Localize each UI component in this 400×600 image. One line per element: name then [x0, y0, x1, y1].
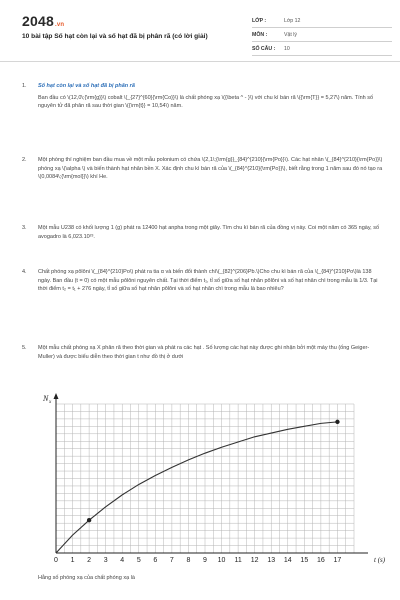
- meta-value: Lớp 12: [284, 17, 301, 24]
- question-body: [38, 156, 384, 182]
- meta-key: LỚP :: [252, 17, 267, 24]
- y-axis-label-subscript: x: [49, 400, 52, 405]
- x-axis-label: t (s): [374, 556, 386, 564]
- chart-question-note: Hằng số phóng xạ của chất phóng xạ là: [38, 575, 135, 581]
- question-text: Một mẫu U238 có khối lượng 1 (g) phát ra 12400 hạt anpha trong một giây. Tìm chu kì bán rã của đồng vị này. Coi một năm có 365 ngày, số avogadro là 6,023.10²³.: [38, 225, 380, 240]
- question-text: Chất phóng xạ pôlôni \(_{84}^{210}Po\) phát ra tia α và biến đổi thành chì\(_{82}^{206}Pb.\)Cho chu kì bán rã của \(_{84}^{210}Po\)là 138 ngày. Ban đầu (t = 0) có một mẫu pôlôni nguyên chất. Tại thời điểm t₁, tỉ số giữa số hạt nhân pôlôni và số hạt nhân chì trong mẫu là 1/3. Tại thời điểm t₂ = t₁ + 276 ngày, tỉ số giữa số hạt nhân pôlôni và số hạt nhân chì trong mẫu là bao nhiêu?: [38, 269, 378, 293]
- chart-svg: [38, 390, 388, 572]
- x-tick-label: 1: [70, 557, 75, 564]
- meta-row-subject: [252, 28, 392, 42]
- x-tick-label: 12: [250, 557, 259, 564]
- x-tick-label: 14: [283, 557, 292, 564]
- y-axis-label: N: [43, 394, 49, 403]
- chart-grid: [56, 404, 354, 553]
- question-text: Ban đầu có \(12,0\;{\rm{g}}\) cobalt \(_{27}^{60}{\rm{Co}}\) là chất phóng xạ \({\beta ^ - }\) với chu kì bán rã \({\rm{T}} = 5,27\) năm. Tính số nguyên tử đã phân rã sau thời gian \({\rm{t}} = 10,54\) năm.: [38, 94, 374, 110]
- meta-table: [252, 14, 392, 56]
- page-header: [0, 0, 400, 62]
- x-tick-label: 5: [136, 557, 141, 564]
- x-tick-label: 6: [153, 557, 158, 564]
- question-number: 4.: [22, 269, 27, 275]
- x-tick-label: 15: [300, 557, 309, 564]
- x-tick-label: 10: [217, 557, 226, 564]
- document-title: 10 bài tập Số hạt còn lại và số hạt đã bị phân rã (có lời giải): [22, 33, 208, 40]
- meta-value: Vật lý: [284, 31, 297, 38]
- meta-row-class: [252, 14, 392, 28]
- x-tick-label: 4: [120, 557, 125, 564]
- question-text: Một mẫu chất phóng xạ X phân rã theo thời gian và phát ra các hạt . Số lượng các hạt này được ghi nhận bởi một máy thu (ống Geiger-Muller) và được biểu diễn theo thời gian t như đồ thị ở dưới: [38, 345, 370, 360]
- x-tick-label: 13: [267, 557, 276, 564]
- x-tick-label: 11: [234, 557, 242, 564]
- question-body: [38, 268, 384, 294]
- meta-value: 10: [284, 45, 290, 52]
- x-tick-label: 0: [54, 557, 58, 564]
- x-tick-label: 9: [203, 557, 207, 564]
- data-point-marker: [87, 518, 91, 522]
- chart-series: [56, 420, 340, 553]
- x-tick-label: 3: [103, 557, 108, 564]
- question-number: 5.: [22, 345, 27, 351]
- question-number: 3.: [22, 225, 27, 231]
- chart-labels: [42, 394, 386, 564]
- data-point-marker: [335, 420, 339, 424]
- question-text: Một phòng thí nghiệm ban đầu mua về một mẫu polonium có chứa \(2,1\;{\rm{g}}_{84}^{210}{\rm{Po}}\). Các hạt nhân \(_{84}^{210}{\rm{Po}}\) phóng xạ \(\alpha \) và biến thành hạt nhân bền X. Xác định chu kì bán rã của \(_{84}^{210}{\rm{Po}}\), biết rằng trong 1 năm sau đó nó tạo ra \(0,0084\;{\rm{mol}}\) khí He.: [38, 157, 383, 181]
- x-tick-label: 7: [169, 557, 174, 564]
- question-number: 1.: [22, 83, 27, 89]
- meta-key: SỐ CÂU :: [252, 45, 276, 52]
- meta-row-count: [252, 42, 392, 56]
- question-section-title: Số hạt còn lại và số hạt đã bị phân rã: [38, 83, 135, 89]
- x-tick-label: 8: [186, 557, 191, 564]
- decay-count-chart: [38, 390, 388, 572]
- logo-suffix: .vn: [54, 22, 65, 28]
- x-tick-label: 16: [316, 557, 325, 564]
- question-body: [38, 224, 384, 241]
- meta-key: MÔN :: [252, 31, 268, 38]
- logo-text: 2048: [22, 13, 54, 29]
- y-axis-arrow: [54, 393, 59, 399]
- x-tick-label: 17: [333, 557, 342, 564]
- question-body: [38, 82, 384, 111]
- question-number: 2.: [22, 157, 27, 163]
- x-tick-label: 2: [87, 557, 92, 564]
- site-logo[interactable]: [22, 13, 64, 29]
- question-body: [38, 344, 384, 361]
